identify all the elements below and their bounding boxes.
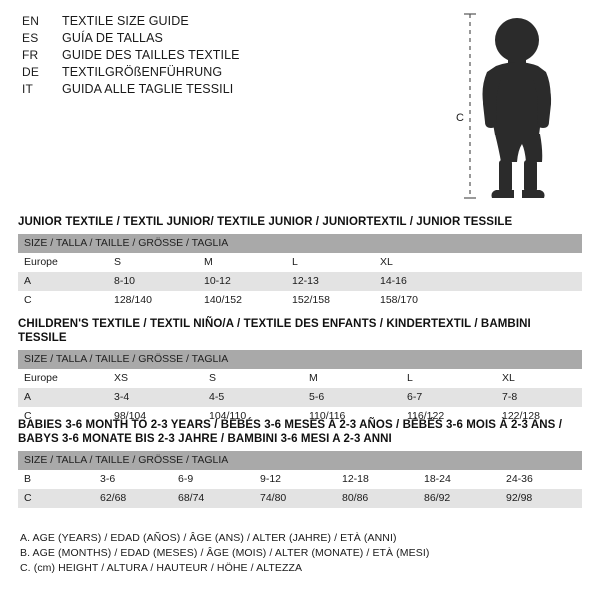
language-title-block (22, 14, 442, 99)
cell: 6-9 (172, 470, 254, 489)
children-size-table (18, 350, 582, 426)
row-label: Europe (18, 369, 108, 388)
cell: S (108, 253, 198, 272)
cell: 128/140 (108, 291, 198, 310)
cell: 68/74 (172, 489, 254, 508)
legend-line-height: C. (cm) HEIGHT / ALTURA / HAUTEUR / HÖHE / ALTEZZA (20, 562, 303, 574)
section-childrens-textile (18, 317, 582, 426)
cell-empty (462, 291, 582, 310)
table-row (18, 489, 582, 508)
babies-size-table (18, 451, 582, 508)
language-row (22, 31, 442, 45)
language-code: IT (22, 82, 34, 96)
language-row (22, 65, 442, 79)
cell: 12-13 (286, 272, 374, 291)
language-row (22, 82, 442, 96)
table-header-row (18, 451, 582, 470)
height-measure-label: C (456, 112, 464, 124)
cell: 110/116 (303, 407, 401, 426)
size-header-label: SIZE / TALLA / TAILLE / GRÖSSE / TAGLIA (18, 234, 582, 253)
language-title: GUIDA ALLE TAGLIE TESSILI (62, 82, 234, 96)
cell: 12-18 (336, 470, 418, 489)
language-code: FR (22, 48, 39, 62)
language-row (22, 48, 442, 62)
table-row (18, 470, 582, 489)
table-row (18, 369, 582, 388)
cell: 9-12 (254, 470, 336, 489)
cell: 3-4 (108, 388, 203, 407)
table-row (18, 388, 582, 407)
cell: M (198, 253, 286, 272)
cell: 10-12 (198, 272, 286, 291)
section-title: JUNIOR TEXTILE / TEXTIL JUNIOR/ TEXTILE JUNIOR / JUNIORTEXTIL / JUNIOR TESSILE (18, 216, 513, 228)
cell: 14-16 (374, 272, 462, 291)
cell: 6-7 (401, 388, 496, 407)
cell: M (303, 369, 401, 388)
cell: 116/122 (401, 407, 496, 426)
language-row (22, 14, 442, 28)
section-junior-textile (18, 215, 582, 310)
cell: 18-24 (418, 470, 500, 489)
cell: XS (108, 369, 203, 388)
language-code: EN (22, 14, 40, 28)
cell: 24-36 (500, 470, 582, 489)
cell: 140/152 (198, 291, 286, 310)
row-label: C (18, 489, 94, 508)
table-row (18, 291, 582, 310)
cell: 8-10 (108, 272, 198, 291)
cell: S (203, 369, 303, 388)
row-label: C (18, 291, 108, 310)
cell-empty (462, 272, 582, 291)
cell: XL (374, 253, 462, 272)
section-title: BABIES 3-6 MONTH TO 2-3 YEARS / BEBÉS 3-6 MESES A 2-3 AÑOS / BÉBÉS 3-6 MOIS À 2-3 ANS / BABYS 3-6 MONATE BIS 2-3 JAHRE / BAMBINI 3-6 MESI A 2-3 ANNI (18, 419, 562, 445)
cell: 92/98 (500, 489, 582, 508)
row-label: A (18, 388, 108, 407)
cell: 62/68 (94, 489, 172, 508)
cell: L (401, 369, 496, 388)
legend-line-age-months: B. AGE (MONTHS) / EDAD (MESES) / ÂGE (MOIS) / ALTER (MONATE) / ETÀ (MESI) (20, 547, 430, 559)
size-header-label: SIZE / TALLA / TAILLE / GRÖSSE / TAGLIA (18, 451, 582, 470)
table-header-row (18, 350, 582, 369)
cell-empty (462, 253, 582, 272)
language-title: TEXTILGRÖßENFÜHRUNG (62, 65, 223, 79)
language-code: DE (22, 65, 40, 79)
language-code: ES (22, 31, 39, 45)
language-title: GUÍA DE TALLAS (62, 31, 163, 45)
cell: 98/104 (108, 407, 203, 426)
section-title: CHILDREN'S TEXTILE / TEXTIL NIÑO/A / TEXTILE DES ENFANTS / KINDERTEXTIL / BAMBINI TESSILE (18, 318, 531, 344)
row-label: A (18, 272, 108, 291)
measurement-figure (440, 8, 590, 203)
legend-line-age-years: A. AGE (YEARS) / EDAD (AÑOS) / ÂGE (ANS) / ALTER (JAHRE) / ETÀ (ANNI) (20, 532, 397, 544)
junior-size-table (18, 234, 582, 310)
legend-block (20, 531, 580, 576)
cell: 158/170 (374, 291, 462, 310)
section-babies-textile (18, 418, 582, 508)
size-header-label: SIZE / TALLA / TAILLE / GRÖSSE / TAGLIA (18, 350, 582, 369)
language-title: GUIDE DES TAILLES TEXTILE (62, 48, 240, 62)
cell: L (286, 253, 374, 272)
table-row (18, 272, 582, 291)
cell: 80/86 (336, 489, 418, 508)
cell: 3-6 (94, 470, 172, 489)
table-header-row (18, 234, 582, 253)
cell: 86/92 (418, 489, 500, 508)
cell: 104/110 (203, 407, 303, 426)
row-label: B (18, 470, 94, 489)
child-silhouette-icon (483, 18, 552, 198)
cell: 152/158 (286, 291, 374, 310)
cell: 7-8 (496, 388, 582, 407)
cell: 4-5 (203, 388, 303, 407)
cell: XL (496, 369, 582, 388)
row-label: Europe (18, 253, 108, 272)
table-row (18, 253, 582, 272)
cell: 5-6 (303, 388, 401, 407)
cell: 122/128 (496, 407, 582, 426)
language-title: TEXTILE SIZE GUIDE (62, 14, 189, 28)
row-label: C (18, 407, 108, 426)
cell: 74/80 (254, 489, 336, 508)
